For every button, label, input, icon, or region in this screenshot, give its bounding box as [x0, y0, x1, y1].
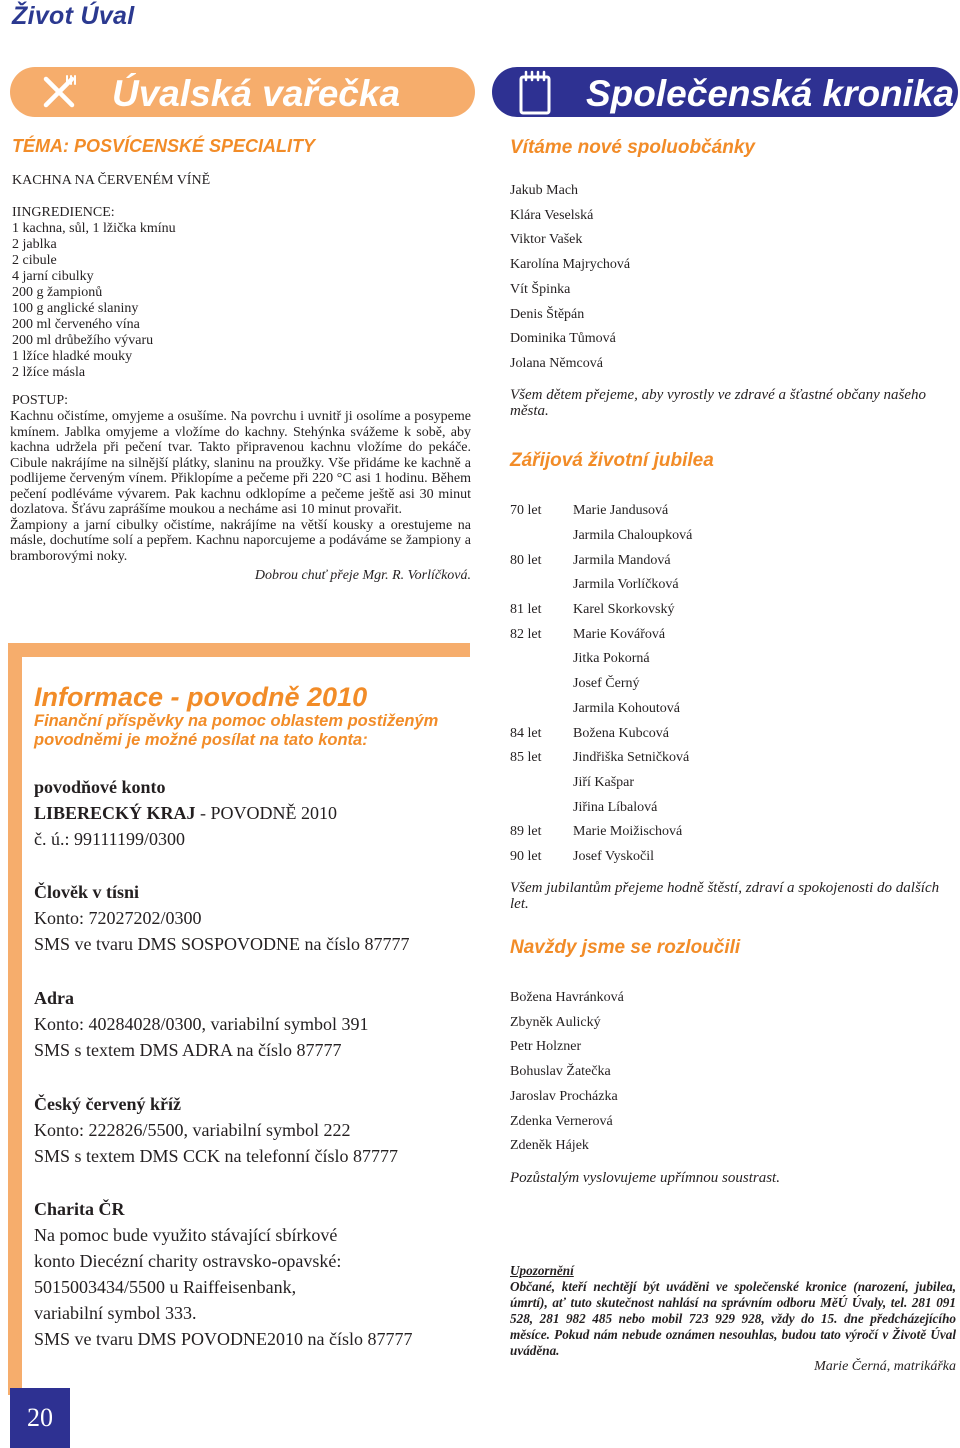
procedure-paragraph: Kachnu očistíme, omyjeme a osušíme. Na povrchu i uvnitř ji osolíme a posypeme kmínem. Jablka omyjeme a vložíme do kachny. Stehýnka svážeme k sobě, aby kachna udržela při pečení tvar. Takto připravenou kachnu vložíme do pekáče. Cibule nakrájíme na silnější plátky, slaninu na proužky. Vše přidáme ke kachně a podlijeme červeným vínem. Přiklopíme a pečeme při 220 °C asi 1 hodinu. Během pečení podléváme vývarem. Pak kachnu odklopíme a pečeme ještě asi 30 minut dozlatova. Šťávu zaprášíme moukou a necháme asi 10 minut provařit. [10, 409, 471, 517]
jubilee-age: 81 let [510, 602, 542, 618]
ingredients-label: IINGREDIENCE: [12, 205, 115, 220]
account-flood-fund [34, 774, 337, 852]
recipe-dish-title: KACHNA NA ČERVENÉM VÍNĚ [12, 173, 211, 188]
jubilee-age [510, 573, 573, 598]
newborn-name: Karolína Majrychová [510, 257, 631, 273]
jubilee-name: Jiřina Líbalová [573, 799, 658, 815]
jubilee-row [510, 771, 692, 796]
account-line: variabilní symbol 333. [34, 1303, 197, 1323]
ingredient-item: 1 lžíce hladké mouky [12, 349, 133, 364]
jubilee-age [510, 771, 573, 796]
deceased-name: Petr Holzner [510, 1039, 582, 1055]
jubilee-name: Jindřiška Setničková [573, 750, 690, 766]
registry-notice [510, 1263, 956, 1375]
ingredient-item: 2 lžíce másla [12, 365, 86, 380]
welcome-wish: Všem dětem přejeme, aby vyrostly ve zdravé a šťastné občany našeho města. [510, 387, 927, 419]
notice-text: Občané, kteří nechtějí být uváděni ve společenské kronice (narození, jubilea, úmrtí), ať tuto skutečnost nahlásí na správním odboru MěÚ Úvaly, tel. 281 091 528, 281 982 485 nebo mobil 723 929 928, vždy do 15. dne předcházejícího měsíce. Pokud nám nebude oznámen nesouhlas, budou tato výročí v Životě Úval uváděna. [510, 1279, 956, 1358]
notice-title: Upozornění [510, 1263, 574, 1278]
procedure-text [10, 409, 471, 584]
newborns-list [510, 179, 630, 377]
jubilee-name: Jarmila Mandová [573, 552, 671, 568]
jubilee-name: Josef Vyskočil [573, 848, 655, 864]
account-name: povodňové konto [34, 777, 166, 797]
ingredients-list [12, 221, 176, 381]
newborn-name: Klára Veselská [510, 207, 594, 223]
account-number: č. ú.: 99111199/0300 [34, 829, 185, 849]
jubilee-row [510, 499, 692, 524]
procedure-label: POSTUP: [12, 393, 69, 408]
ingredient-item: 200 ml červeného vína [12, 317, 140, 332]
jubilee-row [510, 524, 692, 549]
farewell-heading: Navždy jsme se rozloučili [510, 937, 741, 958]
jubilee-row [510, 697, 692, 722]
newborn-name: Denis Štěpán [510, 306, 585, 322]
jubilee-row [510, 598, 692, 623]
page-number: 20 [10, 1388, 70, 1448]
jubilee-name: Jarmila Vorlíčková [573, 577, 679, 593]
jubilee-age [510, 672, 573, 697]
account-line [34, 800, 337, 826]
ingredient-item: 2 jablka [12, 237, 57, 252]
jubilee-name: Jarmila Chaloupková [573, 528, 693, 544]
deceased-name: Jaroslav Procházka [510, 1088, 618, 1104]
jubilee-name: Marie Moižischová [573, 824, 683, 840]
recipe-banner [10, 67, 475, 117]
account-cck [34, 1091, 398, 1169]
flood-info-title: Informace - povodně 2010 [34, 682, 368, 712]
account-name: Charita ČR [34, 1199, 125, 1219]
recipe-signature: Dobrou chuť přeje Mgr. R. Vorlíčková. [254, 568, 471, 583]
jubilee-name: Jiří Kašpar [573, 774, 635, 790]
deceased-name: Bohuslav Žatečka [510, 1064, 611, 1080]
deceased-name: Zbyněk Aulický [510, 1014, 601, 1030]
account-region-suffix: - POVODNĚ 2010 [195, 803, 338, 823]
account-charita [34, 1196, 413, 1352]
jubilee-heading: Zářijová životní jubilea [510, 450, 714, 471]
jubilee-age: 85 let [510, 750, 542, 766]
jubilee-name: Marie Kovářová [573, 626, 666, 642]
account-name: Člověk v tísni [34, 882, 140, 902]
jubilee-row [510, 795, 692, 820]
newborn-name: Jakub Mach [510, 183, 579, 198]
deceased-name: Božena Havránková [510, 990, 624, 1005]
account-clovek-v-tisni [34, 879, 410, 957]
jubilee-age [510, 647, 573, 672]
jubilee-row [510, 647, 692, 672]
chronicle-banner-title: Společenská kronika [586, 73, 955, 114]
jubilee-wish: Všem jubilantům přejeme hodně štěstí, zdraví a spokojenosti do dalších let. [510, 880, 940, 912]
newborn-name: Jolana Němcová [510, 355, 603, 371]
jubilee-name: Karel Skorkovský [573, 602, 675, 618]
flood-info-subtitle: Finanční příspěvky na pomoc oblastem postiženým povodněmi je možné posílat na tato konta: [34, 712, 439, 749]
jubilee-row [510, 548, 692, 573]
jubilee-age: 70 let [510, 503, 542, 519]
jubilee-age: 82 let [510, 626, 542, 642]
ingredient-item: 4 jarní cibulky [12, 269, 94, 284]
account-sms: SMS ve tvaru DMS SOSPOVODNE na číslo 87777 [34, 934, 410, 954]
account-sms: SMS ve tvaru DMS POVODNE2010 na číslo 87777 [34, 1329, 413, 1349]
account-sms: SMS s textem DMS CCK na telefonní číslo 87777 [34, 1146, 398, 1166]
jubilee-row [510, 721, 692, 746]
jubilee-age: 80 let [510, 552, 542, 568]
deceased-name: Zdeněk Hájek [510, 1138, 589, 1154]
newborn-name: Viktor Vašek [510, 232, 583, 248]
welcome-heading: Vítáme nové spoluobčánky [510, 137, 755, 158]
account-number: Konto: 222826/5500, variabilní symbol 222 [34, 1120, 351, 1140]
account-number: Konto: 40284028/0300, variabilní symbol 391 [34, 1014, 369, 1034]
jubilee-name: Jarmila Kohoutová [573, 700, 680, 716]
account-name: Adra [34, 988, 74, 1008]
fork-knife-icon [40, 73, 78, 111]
chronicle-banner [492, 67, 958, 117]
procedure-paragraph: Žampiony a jarní cibulky očistíme, nakrájíme na větší kousky a orestujeme na másle, dochutíme solí a pepřem. Kachnu naporcujeme a podáváme se žampiony a bramborovými noky. [10, 517, 471, 564]
newborn-name: Vít Špinka [510, 281, 571, 297]
account-line: Na pomoc bude využito stávající sbírkové [34, 1225, 338, 1245]
jubilee-row [510, 746, 692, 771]
account-line: konto Diecézní charity ostravsko-opavské: [34, 1251, 342, 1271]
account-line: 5015003434/5500 u Raiffeisenbank, [34, 1277, 297, 1297]
newborn-name: Dominika Tůmová [510, 331, 616, 347]
jubilee-name: Božena Kubcová [573, 725, 670, 741]
jubilee-age [510, 697, 573, 722]
ingredient-item: 200 g žampionů [12, 285, 103, 300]
account-region: LIBERECKÝ KRAJ [34, 803, 196, 823]
jubilee-row [510, 820, 692, 845]
ingredient-item: 2 cibule [12, 253, 57, 268]
ingredient-item: 200 ml drůbežího vývaru [12, 333, 154, 348]
notepad-icon [517, 70, 555, 116]
deceased-name: Zdenka Vernerová [510, 1113, 613, 1129]
jubilee-row [510, 845, 692, 870]
ingredient-item: 1 kachna, sůl, 1 lžička kmínu [12, 221, 176, 236]
condolence-text: Pozůstalým vyslovujeme upřímnou soustrast. [510, 1170, 780, 1186]
account-number: Konto: 72027202/0300 [34, 908, 202, 928]
jubilee-age [510, 795, 573, 820]
account-sms: SMS s textem DMS ADRA na číslo 87777 [34, 1040, 342, 1060]
jubilee-age: 84 let [510, 725, 542, 741]
jubilee-row [510, 622, 692, 647]
jubilee-age [510, 524, 573, 549]
jubilee-row [510, 573, 692, 598]
jubilee-name: Jitka Pokorná [573, 651, 650, 667]
notice-signature: Marie Černá, matrikářka [814, 1359, 956, 1374]
jubilee-table [510, 499, 692, 869]
jubilee-name: Marie Jandusová [573, 503, 669, 519]
recipe-theme: TÉMA: POSVÍCENSKÉ SPECIALITY [12, 136, 316, 156]
masthead: Život Úval [12, 2, 135, 30]
jubilee-name: Josef Černý [573, 676, 640, 692]
recipe-banner-title: Úvalská vařečka [112, 73, 401, 114]
account-name: Český červený kříž [34, 1094, 181, 1114]
jubilee-age: 90 let [510, 848, 542, 864]
ingredient-item: 100 g anglické slaniny [12, 301, 139, 316]
jubilee-age: 89 let [510, 824, 542, 840]
account-adra [34, 985, 369, 1063]
jubilee-row [510, 672, 692, 697]
deceased-list [510, 986, 624, 1159]
